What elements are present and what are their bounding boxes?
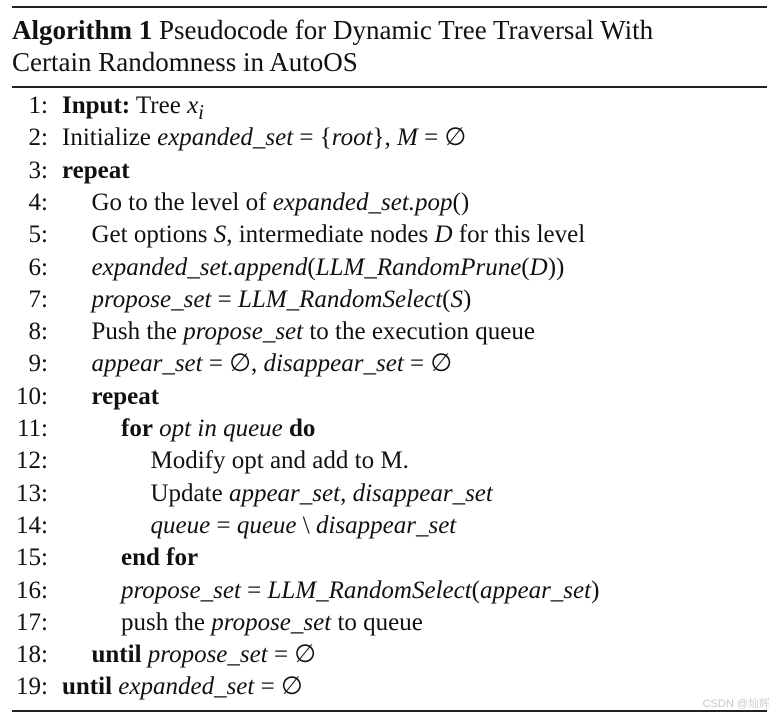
math-term: expanded_set — [118, 673, 255, 701]
algorithm-line — [0, 252, 776, 284]
line-content — [151, 510, 457, 542]
text-segment: for this level — [452, 221, 586, 249]
line-number: 15: — [16, 544, 48, 572]
line-number: 18: — [16, 641, 48, 669]
line-number: 10: — [16, 382, 48, 410]
text-segment: \ — [296, 511, 316, 539]
text-segment: () — [452, 188, 470, 216]
math-term: expanded_set.pop — [272, 188, 453, 216]
line-number: 1: — [28, 92, 48, 119]
text-segment: , intermediate nodes — [226, 221, 435, 249]
algorithm-line — [0, 671, 776, 703]
line-number: 5: — [28, 221, 48, 249]
math-term: expanded_set.append — [91, 253, 308, 281]
line-number: 6: — [28, 253, 48, 281]
text-segment: = — [211, 285, 239, 313]
text-segment: }, — [372, 124, 398, 152]
text-segment: Get options — [91, 221, 214, 249]
line-content — [121, 575, 599, 607]
algorithm-line — [0, 510, 776, 542]
line-number: 4: — [28, 188, 48, 216]
line-content — [121, 607, 423, 639]
math-term: LLM_RandomPrune — [315, 253, 522, 281]
text-segment: ( — [521, 253, 530, 281]
text-segment: Update — [150, 479, 229, 507]
algorithm-line — [0, 284, 776, 316]
text-segment: = ∅ — [403, 350, 453, 378]
algorithm-line — [0, 122, 776, 154]
keyword: until — [91, 641, 142, 669]
text-segment: = — [210, 511, 237, 539]
math-term: S — [450, 285, 463, 313]
keyword: for — [121, 415, 153, 442]
text-segment: Go to the level of — [91, 188, 273, 216]
text-segment: ) — [462, 285, 472, 313]
line-content — [121, 542, 198, 574]
algorithm-line — [0, 219, 776, 251]
line-number: 3: — [28, 156, 48, 184]
keyword: repeat — [62, 156, 130, 184]
bottom-rule — [12, 710, 767, 712]
text-segment: = — [240, 576, 268, 604]
math-term: propose_set — [183, 318, 304, 346]
math-term: opt in queue — [159, 415, 283, 442]
text-segment: push the — [121, 608, 212, 636]
line-number: 13: — [16, 479, 48, 507]
keyword: Input: — [62, 92, 131, 119]
line-content — [92, 219, 586, 251]
line-content — [151, 445, 409, 477]
text-segment: = ∅ — [417, 124, 467, 152]
math-term: disappear_set — [315, 511, 457, 539]
math-term: M — [397, 124, 418, 152]
math-term: S — [213, 221, 227, 249]
line-content — [92, 316, 535, 348]
math-term: queue — [150, 511, 211, 539]
algorithm-line — [0, 90, 776, 122]
algorithm-title-line1: Pseudocode for Dynamic Tree Traversal With — [158, 15, 654, 45]
watermark: CSDN @灿辉 — [702, 698, 770, 710]
algorithm-line — [0, 316, 776, 348]
text-segment: = ∅ — [254, 673, 303, 701]
text-segment: to queue — [331, 608, 423, 636]
line-content — [121, 413, 315, 445]
text-segment: ( — [442, 285, 451, 313]
line-content — [151, 478, 493, 510]
line-number: 14: — [16, 511, 48, 539]
text-segment: to the execution queue — [303, 318, 535, 346]
math-term: propose_set — [147, 641, 268, 669]
line-number: 11: — [16, 415, 48, 442]
math-term: LLM_RandomSelect — [238, 285, 443, 313]
algorithm-line — [0, 607, 776, 639]
algorithm-line — [0, 445, 776, 477]
text-segment: ( — [471, 576, 480, 604]
line-number: 8: — [28, 318, 48, 346]
text-segment: )) — [547, 253, 565, 281]
algorithm-line — [0, 381, 776, 413]
text-segment: = { — [293, 124, 332, 152]
math-term: disappear_set — [352, 479, 493, 507]
caption-rule — [12, 86, 767, 88]
algorithm-line — [0, 542, 776, 574]
line-number: 2: — [28, 124, 48, 152]
line-content — [62, 155, 130, 187]
line-content — [62, 671, 303, 703]
math-term: appear_set — [91, 350, 203, 378]
algorithm-line — [0, 348, 776, 380]
text-segment: ) — [591, 576, 600, 604]
math-term: D — [434, 221, 453, 249]
math-term: disappear_set — [263, 350, 404, 378]
math-term: appear_set — [479, 576, 592, 604]
line-content — [92, 187, 470, 219]
keyword: do — [289, 415, 316, 442]
algorithm-label: Algorithm 1 — [12, 15, 153, 45]
line-number: 12: — [16, 447, 48, 475]
math-term: propose_set — [91, 285, 212, 313]
line-content — [92, 639, 317, 671]
math-subscript: i — [198, 100, 204, 124]
math-term: root — [331, 124, 373, 152]
line-content — [92, 284, 472, 316]
text-segment: , — [340, 479, 353, 507]
top-rule — [12, 6, 767, 8]
keyword: repeat — [91, 382, 160, 410]
math-term: expanded_set — [157, 124, 294, 152]
text-segment: = ∅ — [267, 641, 317, 669]
keyword: end for — [121, 544, 199, 572]
line-content — [92, 348, 453, 380]
math-term: propose_set — [211, 608, 332, 636]
line-number: 17: — [16, 608, 48, 636]
algorithm-line — [0, 478, 776, 510]
line-number: 16: — [16, 576, 48, 604]
text-segment: Push the — [91, 318, 184, 346]
line-content — [92, 252, 565, 284]
text-segment: = ∅, — [202, 350, 264, 378]
algorithm-title-line2: Certain Randomness in AutoOS — [12, 47, 358, 77]
math-term: appear_set — [228, 479, 341, 507]
algorithm-line — [0, 155, 776, 187]
line-number: 19: — [16, 673, 48, 701]
algorithm-line — [0, 575, 776, 607]
text-segment: Initialize — [62, 124, 158, 152]
text-segment: ( — [307, 253, 316, 281]
line-content — [62, 122, 466, 154]
algorithm-caption — [12, 14, 772, 78]
keyword: until — [62, 673, 113, 701]
text-segment: Modify opt and add to M. — [150, 447, 409, 475]
line-number: 7: — [28, 285, 48, 313]
algorithm-line — [0, 413, 776, 445]
math-term: queue — [236, 511, 297, 539]
math-term: LLM_RandomSelect — [267, 576, 472, 604]
line-content — [92, 381, 160, 413]
text-segment: Tree — [130, 92, 188, 119]
math-term: D — [529, 253, 548, 281]
algorithm-line — [0, 639, 776, 671]
line-number: 9: — [28, 350, 48, 378]
algorithm-line — [0, 187, 776, 219]
math-term: propose_set — [121, 576, 241, 604]
math-term: x — [187, 92, 199, 119]
